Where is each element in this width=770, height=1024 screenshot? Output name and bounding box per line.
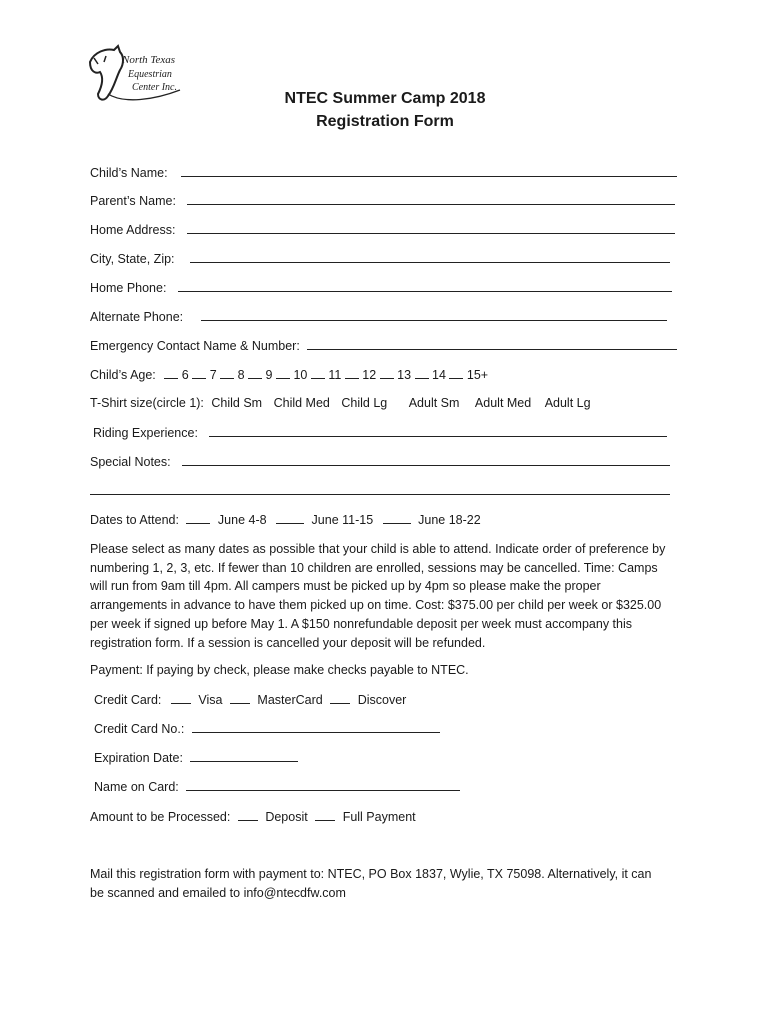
dates-row — [90, 511, 481, 528]
mailing-line: Mail this registration form with payment to: NTEC, PO Box 1837, Wylie, TX 75098. Alternatively, it can — [90, 867, 652, 881]
svg-text:Equestrian: Equestrian — [128, 69, 172, 80]
age-blank[interactable] — [415, 366, 429, 379]
instructions-line: Please select as many dates as possible that your child is able to attend. Indicate order of preference by — [90, 542, 666, 556]
emergency-contact-label: Emergency Contact Name & Number: — [90, 339, 300, 353]
instructions-line: per week if signed up before May 1. A $150 nonrefundable deposit per week must accompany this — [90, 616, 632, 631]
tshirt-size-option[interactable]: Adult Med — [474, 396, 532, 410]
emergency-contact-field[interactable] — [307, 337, 677, 350]
age-option: 6 — [181, 368, 189, 382]
age-option: 13 — [397, 368, 412, 382]
child-age-row — [90, 366, 488, 383]
city-state-zip-field[interactable] — [190, 250, 670, 263]
form-subtitle: Registration Form — [316, 113, 454, 130]
tshirt-label: T-Shirt size(circle 1): — [90, 396, 204, 410]
date-option: June 4-8 — [217, 513, 267, 527]
special-notes-extra-row — [90, 482, 670, 499]
age-blank[interactable] — [248, 366, 262, 379]
tshirt-size-option[interactable]: Child Sm — [211, 396, 263, 410]
age-option: 12 — [362, 368, 377, 382]
age-blank[interactable] — [380, 366, 394, 379]
tshirt-size-option[interactable]: Child Lg — [341, 396, 388, 410]
amount-label: Amount to be Processed: — [90, 810, 231, 824]
name-on-card-row — [94, 778, 460, 795]
age-option: 10 — [293, 368, 308, 382]
amount-blank[interactable] — [315, 808, 335, 821]
alternate-phone-field[interactable] — [201, 308, 667, 321]
card-type-blank[interactable] — [230, 691, 250, 704]
name-on-card-field[interactable] — [186, 778, 460, 791]
instructions-paragraph — [90, 540, 690, 652]
alternate-phone-row — [90, 308, 667, 325]
home-phone-label: Home Phone: — [90, 281, 167, 295]
age-blank[interactable] — [276, 366, 290, 379]
instructions-line: will run from 9am till 4pm. All campers must be picked up by 4pm so please make the proper — [90, 579, 601, 594]
payment-note: Payment: If paying by check, please make checks payable to NTEC. — [90, 663, 469, 677]
home-phone-field[interactable] — [178, 279, 672, 292]
expiration-row — [94, 749, 298, 766]
child-age-label: Child’s Age: — [90, 368, 156, 382]
age-blank[interactable] — [449, 366, 463, 379]
riding-experience-row — [93, 424, 667, 441]
age-blank[interactable] — [220, 366, 234, 379]
home-address-row — [90, 221, 675, 238]
age-option: 14 — [432, 368, 446, 382]
amount-option: Deposit — [265, 810, 308, 824]
home-address-field[interactable] — [187, 221, 675, 234]
age-option: 8 — [237, 368, 245, 382]
home-address-label: Home Address: — [90, 223, 176, 237]
tshirt-size-option[interactable]: Child Med — [273, 396, 330, 410]
date-option: June 11-15 — [311, 513, 374, 527]
child-name-field[interactable] — [181, 164, 677, 177]
riding-experience-label: Riding Experience: — [93, 426, 198, 440]
special-notes-label: Special Notes: — [90, 455, 171, 469]
special-notes-field[interactable] — [182, 453, 670, 466]
age-blank[interactable] — [164, 366, 178, 379]
credit-card-row — [94, 691, 406, 708]
parent-name-row — [90, 192, 675, 209]
svg-text:Center Inc.: Center Inc. — [132, 82, 177, 93]
form-title: NTEC Summer Camp 2018 — [284, 90, 486, 107]
card-type-blank[interactable] — [171, 691, 191, 704]
card-number-field[interactable] — [192, 720, 440, 733]
card-type-option: Discover — [357, 693, 407, 707]
dates-label: Dates to Attend: — [90, 513, 179, 527]
age-blank[interactable] — [311, 366, 325, 379]
age-option: 11 — [328, 368, 342, 382]
card-type-option: MasterCard — [257, 693, 323, 707]
amount-row — [90, 808, 416, 825]
age-option: 15+ — [466, 368, 489, 382]
card-number-label: Credit Card No.: — [94, 722, 185, 736]
age-option: 9 — [265, 368, 273, 382]
mailing-instructions — [90, 865, 690, 903]
riding-experience-field[interactable] — [209, 424, 667, 437]
credit-card-label: Credit Card: — [94, 693, 162, 707]
child-name-label: Child’s Name: — [90, 166, 168, 180]
date-blank[interactable] — [186, 511, 210, 524]
special-notes-row — [90, 453, 670, 470]
svg-text:North Texas: North Texas — [122, 54, 176, 66]
date-option: June 18-22 — [418, 513, 481, 527]
mailing-line: be scanned and emailed to info@ntecdfw.com — [90, 886, 346, 900]
name-on-card-label: Name on Card: — [94, 780, 179, 794]
tshirt-size-option[interactable]: Adult Lg — [544, 396, 591, 410]
city-state-zip-label: City, State, Zip: — [90, 252, 175, 266]
special-notes-extra-field[interactable] — [90, 482, 670, 495]
emergency-contact-row — [90, 337, 677, 354]
age-blank[interactable] — [345, 366, 359, 379]
card-type-blank[interactable] — [330, 691, 350, 704]
instructions-line: registration form. If a session is cancelled your deposit will be refunded. — [90, 635, 486, 650]
age-blank[interactable] — [192, 366, 206, 379]
tshirt-size-option[interactable]: Adult Sm — [408, 396, 460, 410]
parent-name-field[interactable] — [187, 192, 675, 205]
parent-name-label: Parent’s Name: — [90, 194, 176, 208]
expiration-label: Expiration Date: — [94, 751, 183, 765]
tshirt-row — [90, 395, 591, 411]
child-name-row — [90, 164, 677, 181]
amount-blank[interactable] — [238, 808, 258, 821]
age-option: 7 — [209, 368, 217, 382]
card-type-option: Visa — [198, 693, 223, 707]
instructions-line: numbering 1, 2, 3, etc. If fewer than 10 children are enrolled, sessions may be cancelled. Time: Camps — [90, 560, 658, 575]
home-phone-row — [90, 279, 672, 296]
card-number-row — [94, 720, 440, 737]
alternate-phone-label: Alternate Phone: — [90, 310, 184, 324]
city-state-zip-row — [90, 250, 670, 267]
instructions-line: arrangements in advance to have them picked up on time. Cost: $375.00 per child per week or $325.00 — [90, 598, 662, 613]
date-blank[interactable] — [276, 511, 304, 524]
amount-option: Full Payment — [342, 810, 416, 824]
expiration-field[interactable] — [190, 749, 298, 762]
date-blank[interactable] — [383, 511, 411, 524]
